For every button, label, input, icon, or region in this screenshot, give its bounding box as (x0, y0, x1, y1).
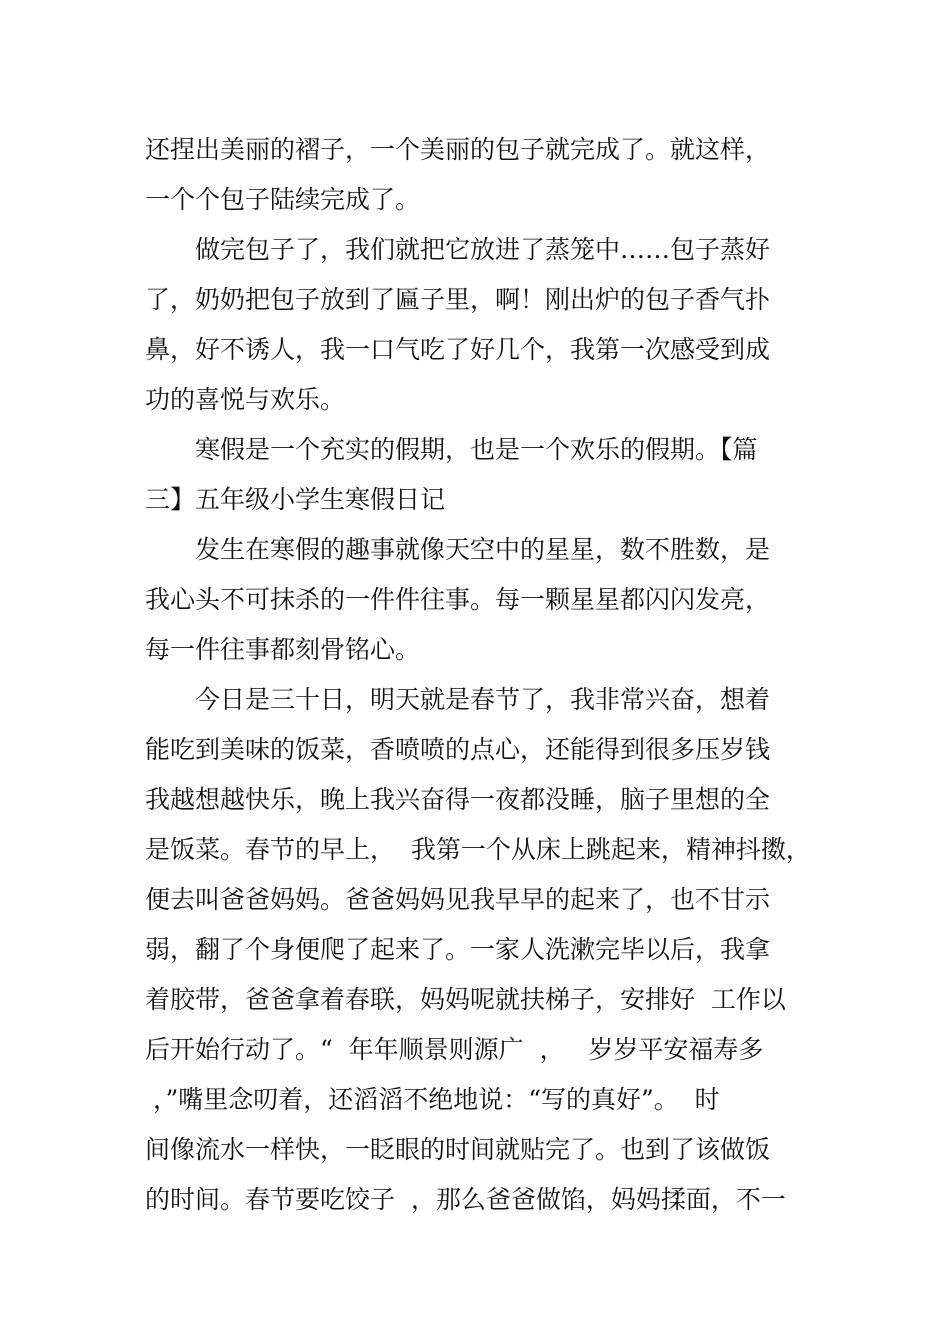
text-line: 还捏出美丽的褶子，一个美丽的包子就完成了。就这样， (145, 135, 771, 164)
text-line: 我心头不可抹杀的一件件往事。每一颗星星都闪闪发亮， (145, 585, 771, 614)
text-line: 寒假是一个充实的假期，也是一个欢乐的假期。【篇 (145, 435, 758, 464)
text-line: 弱，翻了个身便爬了起来了。一家人洗漱完毕以后，我拿 (145, 935, 771, 964)
text-line: 是饭菜。春节的早上， 我第一个从床上跳起来，精神抖擞， (145, 835, 811, 864)
text-line: 了，奶奶把包子放到了匾子里，啊！刚出炉的包子香气扑 (145, 285, 771, 314)
text-line: 每一件往事都刻骨铭心。 (145, 635, 421, 664)
section-heading-line: 三】五年级小学生寒假日记 (145, 485, 446, 514)
text-line: 鼻，好不诱人，我一口气吃了好几个，我第一次感受到成 (145, 335, 771, 364)
text-line: 做完包子了，我们就把它放进了蒸笼中……包子蒸好 (145, 235, 771, 264)
text-line: 能吃到美味的饭菜，香喷喷的点心，还能得到很多压岁钱 (145, 735, 771, 764)
text-line: 着胶带，爸爸拿着春联，妈妈呢就扶梯子，安排好 工作以 (145, 985, 786, 1014)
text-line: ，”嘴里念叨着，还滔滔不绝地说：“写的真好”。 时 (145, 1085, 720, 1114)
text-line: 功的喜悦与欢乐。 (145, 385, 346, 414)
text-line: 一个个包子陆续完成了。 (145, 185, 421, 214)
text-line: 间像流水一样快，一眨眼的时间就贴完了。也到了该做饭 (145, 1135, 771, 1164)
text-line: 今日是三十日，明天就是春节了，我非常兴奋，想着 (145, 685, 771, 714)
text-line: 便去叫爸爸妈妈。爸爸妈妈见我早早的起来了，也不甘示 (145, 885, 771, 914)
text-line: 我越想越快乐，晚上我兴奋得一夜都没睡，脑子里想的全 (145, 785, 771, 814)
text-line: 后开始行动了。“ 年年顺景则源广 ， 岁岁平安福寿多 (145, 1035, 764, 1064)
text-line: 的时间。春节要吃饺子 ，那么爸爸做馅，妈妈揉面，不一 (145, 1185, 786, 1214)
text-line: 发生在寒假的趣事就像天空中的星星，数不胜数，是 (145, 535, 771, 564)
